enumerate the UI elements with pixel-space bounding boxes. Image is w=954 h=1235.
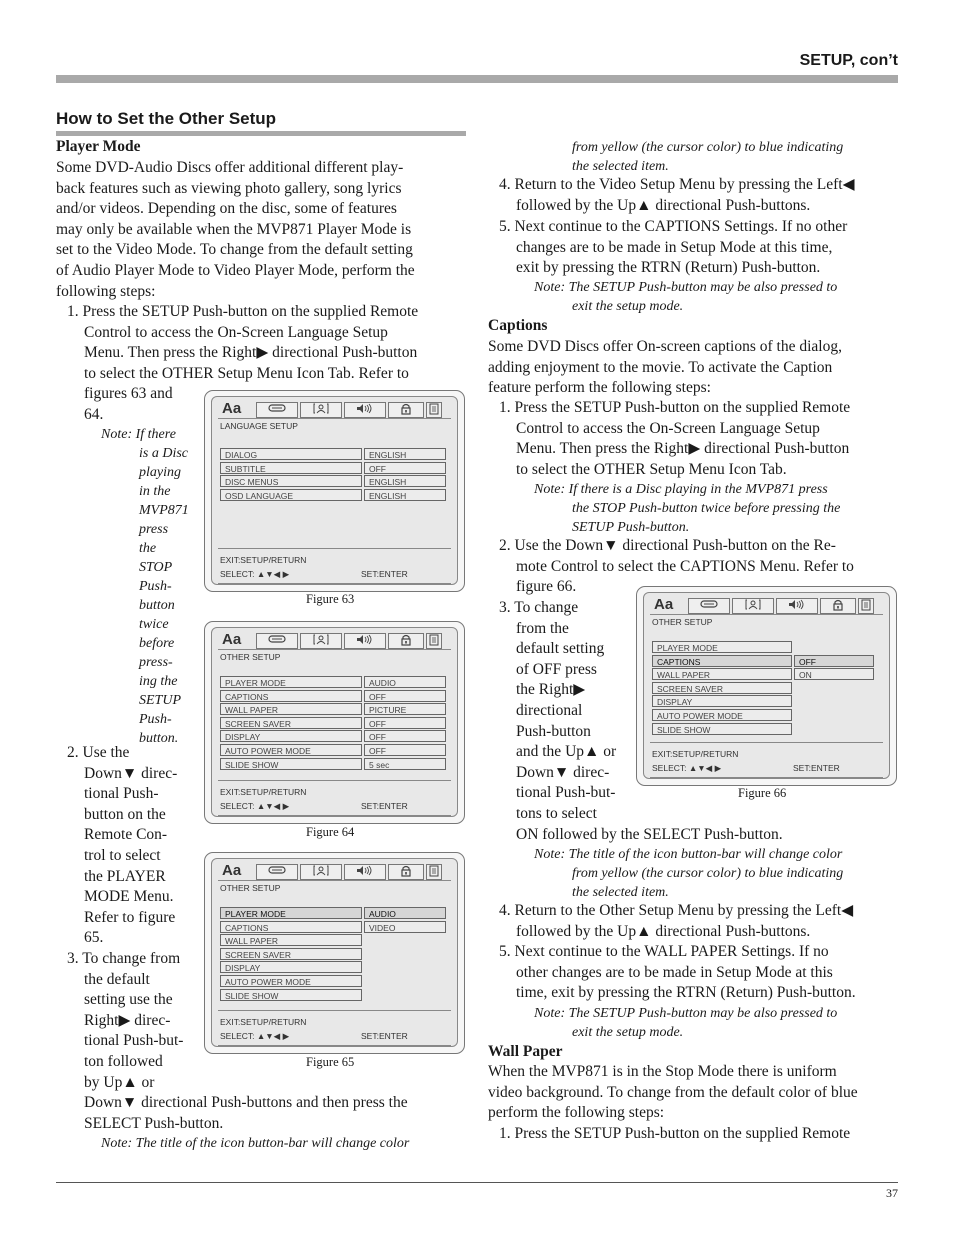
step2-line: the PLAYER bbox=[84, 867, 166, 885]
step2-line: button on the bbox=[84, 805, 166, 823]
step1-line: 64. bbox=[84, 406, 104, 423]
captions-step2-line: 2. Use the Down▼ directional Push-button on the Re- bbox=[499, 537, 836, 554]
osd-option: VIDEO bbox=[364, 921, 446, 933]
subtitle-icon bbox=[688, 598, 730, 614]
note3-cont-line: from yellow (the cursor color) to blue indicating bbox=[572, 140, 844, 155]
captions-step3-line: and the Up▲ or bbox=[516, 743, 617, 761]
note1-line: ing the bbox=[139, 674, 178, 689]
subtitle-icon bbox=[256, 402, 298, 418]
note5-line: Note: The SETUP Push-button may be also pressed to bbox=[534, 280, 838, 295]
osd-tab-bar bbox=[218, 401, 451, 419]
page-header-title: SETUP, con’t bbox=[799, 52, 898, 69]
captions-intro-line: Some DVD Discs offer On-screen captions of the dialog, bbox=[488, 338, 842, 355]
osd-menu-item: WALL PAPER bbox=[220, 934, 362, 946]
note1-line: Push- bbox=[139, 712, 172, 727]
osd-menu-value: OFF bbox=[364, 744, 446, 756]
note1-line: button bbox=[139, 598, 175, 613]
osd-footer-rule bbox=[218, 1045, 451, 1046]
fig63-osd-screen bbox=[204, 390, 465, 592]
captions-step3-line: 3. To change bbox=[499, 599, 579, 616]
osd-menu-item: SCREEN SAVER bbox=[220, 717, 362, 729]
intro-line: of Audio Player Mode to Video Player Mode, perform the bbox=[56, 262, 415, 279]
step2-line: 2. Use the bbox=[67, 744, 130, 761]
osd-display bbox=[211, 858, 458, 1047]
note1-line: before bbox=[139, 636, 175, 651]
captions-note1-line: SETUP Push-button. bbox=[572, 520, 690, 535]
captions-step3-line: ON followed by the SELECT Push-button. bbox=[516, 825, 783, 843]
parental-lock-icon bbox=[388, 633, 424, 649]
captions-heading: Captions bbox=[488, 317, 548, 334]
note1-line: in the bbox=[139, 484, 171, 499]
osd-menu-item: SUBTITLE bbox=[220, 462, 362, 474]
osd-menu-title: OTHER SETUP bbox=[652, 617, 713, 627]
captions-step3-line: Down▼ direc- bbox=[516, 763, 610, 781]
intro-line: may only be available when the MVP871 Player Mode is bbox=[56, 220, 412, 238]
intro-line: Some DVD-Audio Discs offer additional different play- bbox=[56, 159, 404, 176]
step2-line: Remote Con- bbox=[84, 826, 168, 844]
osd-menu-title: LANGUAGE SETUP bbox=[220, 421, 298, 431]
osd-exit-hint: EXIT:SETUP/RETURN bbox=[220, 555, 307, 565]
step2-line: Refer to figure bbox=[84, 908, 176, 926]
osd-menu-item: PLAYER MODE bbox=[652, 641, 792, 653]
captions-note1-line: the STOP Push-button twice before pressing the bbox=[572, 501, 841, 516]
fig66-caption: Figure 66 bbox=[738, 786, 787, 800]
osd-menu-title: OTHER SETUP bbox=[220, 883, 281, 893]
step1-line: Control to access the On-Screen Language Setup bbox=[84, 323, 388, 341]
fig65-osd-screen bbox=[204, 852, 465, 1054]
step3-line: SELECT Push-button. bbox=[84, 1114, 224, 1132]
step4-line: 4. Return to the Video Setup Menu by pressing the Left◀ bbox=[499, 176, 855, 193]
note1-line: button. bbox=[139, 731, 179, 746]
osd-menu-value: ENGLISH bbox=[364, 489, 446, 501]
step1-line: Menu. Then press the Right▶ directional Push-button bbox=[84, 344, 418, 362]
captions-note5-line: exit the setup mode. bbox=[572, 1025, 684, 1040]
osd-set-hint: SET:ENTER bbox=[793, 763, 840, 773]
captions-step2-line: mote Control to select the CAPTIONS Menu. Refer to bbox=[516, 557, 854, 575]
captions-step5-line: 5. Next continue to the WALL PAPER Settings. If no bbox=[499, 943, 829, 960]
intro-line: following steps: bbox=[56, 282, 156, 300]
osd-exit-hint: EXIT:SETUP/RETURN bbox=[220, 1017, 307, 1027]
osd-footer-divider bbox=[650, 742, 883, 743]
wall-intro-line: perform the following steps: bbox=[488, 1104, 665, 1122]
captions-step3-line: tons to select bbox=[516, 805, 597, 822]
section-title: How to Set the Other Setup bbox=[56, 109, 277, 128]
audio-speaker-icon bbox=[776, 598, 818, 614]
step2-line: MODE Menu. bbox=[84, 888, 174, 906]
note1-line: press bbox=[139, 522, 169, 537]
note1-line: twice bbox=[139, 617, 169, 632]
captions-note3-line: from yellow (the cursor color) to blue indicating bbox=[572, 866, 844, 881]
osd-menu-value: ENGLISH bbox=[364, 475, 446, 487]
osd-menu-item: SCREEN SAVER bbox=[652, 682, 792, 694]
note1-line: SETUP bbox=[139, 693, 181, 708]
captions-intro-line: feature perform the following steps: bbox=[488, 379, 711, 397]
step1-line: to select the OTHER Setup Menu Icon Tab. Refer to bbox=[84, 364, 409, 382]
language-tab-aa: Aa bbox=[222, 862, 242, 879]
osd-menu-value: PICTURE bbox=[364, 703, 446, 715]
step1-line: 1. Press the SETUP Push-button on the supplied Remote bbox=[67, 303, 419, 320]
osd-set-hint: SET:ENTER bbox=[361, 801, 408, 811]
osd-select-hint: SELECT: ▲▼◀ ▶ bbox=[220, 801, 290, 811]
other-setup-icon bbox=[426, 402, 442, 418]
audio-speaker-icon bbox=[344, 864, 386, 880]
captions-step5-line: time, exit by pressing the RTRN (Return) Push-button. bbox=[516, 984, 856, 1002]
note1-line: STOP bbox=[139, 560, 173, 575]
captions-step3-line: from the bbox=[516, 619, 569, 637]
osd-menu-title: OTHER SETUP bbox=[220, 652, 281, 662]
osd-menu-item-selected: PLAYER MODE bbox=[220, 907, 362, 919]
osd-select-hint: SELECT: ▲▼◀ ▶ bbox=[220, 569, 290, 579]
captions-note1-line: Note: If there is a Disc playing in the MVP871 press bbox=[534, 482, 828, 497]
captions-step2-line: figure 66. bbox=[516, 578, 577, 596]
osd-menu-value: OFF bbox=[364, 690, 446, 702]
osd-display bbox=[211, 396, 458, 585]
intro-line: set to the Video Mode. To change from the default setting bbox=[56, 241, 413, 259]
osd-menu-item: SLIDE SHOW bbox=[220, 758, 362, 770]
step5-line: changes are to be made in Setup Mode at this time, bbox=[516, 238, 833, 256]
intro-line: and/or videos. Depending on the disc, some of features bbox=[56, 200, 397, 218]
osd-menu-item: PLAYER MODE bbox=[220, 676, 362, 688]
language-tab-aa: Aa bbox=[222, 631, 242, 648]
captions-note3-line: the selected item. bbox=[572, 885, 669, 900]
note1-line: press- bbox=[139, 655, 173, 670]
osd-menu-value: OFF bbox=[364, 717, 446, 729]
fig64-osd-screen bbox=[204, 621, 465, 824]
osd-menu-value: AUDIO bbox=[364, 676, 446, 688]
osd-menu-item-selected: CAPTIONS bbox=[652, 655, 792, 667]
osd-menu-value: OFF bbox=[364, 462, 446, 474]
osd-display bbox=[643, 592, 890, 779]
note3-cont-line: the selected item. bbox=[572, 159, 669, 174]
osd-option: ON bbox=[794, 668, 874, 680]
osd-tab-bar bbox=[650, 597, 883, 615]
captions-step3-line: Push-button bbox=[516, 722, 591, 740]
wall-step1-line: 1. Press the SETUP Push-button on the supplied Remote bbox=[499, 1125, 851, 1142]
parental-lock-icon bbox=[820, 598, 856, 614]
osd-menu-value: OFF bbox=[364, 730, 446, 742]
captions-step4-line: followed by the Up▲ directional Push-buttons. bbox=[516, 922, 811, 940]
osd-exit-hint: EXIT:SETUP/RETURN bbox=[220, 787, 307, 797]
osd-select-hint: SELECT: ▲▼◀ ▶ bbox=[652, 763, 722, 773]
osd-menu-item: DISPLAY bbox=[220, 961, 362, 973]
osd-option-selected: OFF bbox=[794, 655, 874, 667]
osd-menu-item: WALL PAPER bbox=[652, 668, 792, 680]
captions-step5-line: other changes are to be made in Setup Mode at this bbox=[516, 963, 833, 981]
osd-menu-item: WALL PAPER bbox=[220, 703, 362, 715]
captions-step1-line: 1. Press the SETUP Push-button on the supplied Remote bbox=[499, 399, 851, 416]
osd-menu-item: AUTO POWER MODE bbox=[220, 744, 362, 756]
rating-person-icon bbox=[300, 402, 342, 418]
step1-line: figures 63 and bbox=[84, 385, 173, 403]
osd-display bbox=[211, 627, 458, 817]
step2-line: Down▼ direc- bbox=[84, 764, 178, 782]
captions-step3-line: the Right▶ bbox=[516, 681, 586, 699]
audio-speaker-icon bbox=[344, 402, 386, 418]
osd-menu-item: DISC MENUS bbox=[220, 475, 362, 487]
audio-speaker-icon bbox=[344, 633, 386, 649]
step2-line: tional Push- bbox=[84, 785, 159, 803]
subtitle-icon bbox=[256, 864, 298, 880]
step3-line: 3. To change from bbox=[67, 950, 181, 967]
wall-intro-line: video background. To change from the default color of blue bbox=[488, 1083, 858, 1101]
osd-footer-divider bbox=[218, 780, 451, 781]
language-tab-aa: Aa bbox=[222, 400, 242, 417]
section-rule bbox=[56, 131, 466, 136]
osd-option-selected: AUDIO bbox=[364, 907, 446, 919]
osd-menu-item: SCREEN SAVER bbox=[220, 948, 362, 960]
note1-line: is a Disc bbox=[139, 446, 188, 461]
step2-line: trol to select bbox=[84, 847, 161, 864]
captions-step3-line: directional bbox=[516, 702, 583, 719]
fig64-caption: Figure 64 bbox=[306, 825, 355, 839]
osd-menu-item: CAPTIONS bbox=[220, 690, 362, 702]
osd-menu-item: AUTO POWER MODE bbox=[652, 709, 792, 721]
step3-line: tional Push-but- bbox=[84, 1032, 184, 1050]
other-setup-icon bbox=[426, 864, 442, 880]
osd-menu-item: OSD LANGUAGE bbox=[220, 489, 362, 501]
note1-line: the bbox=[139, 541, 157, 556]
osd-footer-rule bbox=[218, 583, 451, 584]
step4-line: followed by the Up▲ directional Push-buttons. bbox=[516, 196, 811, 214]
osd-menu-value: 5 sec bbox=[364, 758, 446, 770]
osd-menu-value: ENGLISH bbox=[364, 448, 446, 460]
captions-step3-line: default setting bbox=[516, 640, 605, 658]
osd-footer-divider bbox=[218, 1010, 451, 1011]
parental-lock-icon bbox=[388, 402, 424, 418]
fig65-caption: Figure 65 bbox=[306, 1055, 355, 1069]
step3-line: by Up▲ or bbox=[84, 1073, 155, 1091]
osd-footer-divider bbox=[218, 548, 451, 549]
intro-line: back features such as viewing photo gallery, song lyrics bbox=[56, 179, 402, 197]
other-setup-icon bbox=[426, 633, 442, 649]
step2-line: 65. bbox=[84, 929, 104, 947]
rating-person-icon bbox=[300, 864, 342, 880]
osd-menu-item: SLIDE SHOW bbox=[220, 989, 362, 1001]
fig63-caption: Figure 63 bbox=[306, 592, 355, 606]
osd-exit-hint: EXIT:SETUP/RETURN bbox=[652, 749, 739, 759]
osd-menu-item: DIALOG bbox=[220, 448, 362, 460]
other-setup-icon bbox=[858, 598, 874, 614]
note1-line: playing bbox=[139, 465, 181, 480]
wall-paper-heading: Wall Paper bbox=[488, 1043, 563, 1060]
note5-line: exit the setup mode. bbox=[572, 299, 684, 314]
osd-menu-item: DISPLAY bbox=[220, 730, 362, 742]
step3-line: the default bbox=[84, 970, 150, 988]
osd-footer-rule bbox=[218, 815, 451, 816]
osd-set-hint: SET:ENTER bbox=[361, 569, 408, 579]
step3-line: setting use the bbox=[84, 991, 173, 1009]
note1-line: Note: If there bbox=[101, 427, 176, 442]
subtitle-icon bbox=[256, 633, 298, 649]
osd-tab-bar bbox=[218, 863, 451, 881]
captions-step3-line: of OFF press bbox=[516, 660, 597, 678]
osd-menu-item: CAPTIONS bbox=[220, 921, 362, 933]
osd-tab-bar bbox=[218, 632, 451, 650]
note3-line: Note: The title of the icon button-bar will change color bbox=[101, 1136, 410, 1151]
captions-step1-line: Menu. Then press the Right▶ directional Push-button bbox=[516, 440, 850, 458]
captions-step1-line: to select the OTHER Setup Menu Icon Tab. bbox=[516, 460, 787, 478]
header-rule bbox=[56, 75, 898, 83]
note1-line: Push- bbox=[139, 579, 172, 594]
captions-intro-line: adding enjoyment to the movie. To activate the Caption bbox=[488, 358, 833, 376]
captions-note3-line: Note: The title of the icon button-bar will change color bbox=[534, 847, 843, 862]
osd-select-hint: SELECT: ▲▼◀ ▶ bbox=[220, 1031, 290, 1041]
osd-menu-item: SLIDE SHOW bbox=[652, 723, 792, 735]
player-mode-heading: Player Mode bbox=[56, 138, 141, 155]
step3-line: ton followed bbox=[84, 1053, 163, 1070]
osd-menu-item: AUTO POWER MODE bbox=[220, 975, 362, 987]
captions-step4-line: 4. Return to the Other Setup Menu by pressing the Left◀ bbox=[499, 902, 854, 919]
fig66-osd-screen bbox=[636, 586, 897, 786]
captions-step3-line: tional Push-but- bbox=[516, 784, 616, 802]
step5-line: exit by pressing the RTRN (Return) Push-button. bbox=[516, 259, 821, 277]
step5-line: 5. Next continue to the CAPTIONS Settings. If no other bbox=[499, 218, 848, 235]
parental-lock-icon bbox=[388, 864, 424, 880]
rating-person-icon bbox=[300, 633, 342, 649]
rating-person-icon bbox=[732, 598, 774, 614]
language-tab-aa: Aa bbox=[654, 596, 674, 613]
wall-intro-line: When the MVP871 is in the Stop Mode there is uniform bbox=[488, 1063, 837, 1080]
footer-rule bbox=[56, 1182, 898, 1183]
captions-note5-line: Note: The SETUP Push-button may be also pressed to bbox=[534, 1006, 838, 1021]
step3-line: Down▼ directional Push-buttons and then press the bbox=[84, 1094, 408, 1112]
osd-menu-item: DISPLAY bbox=[652, 695, 792, 707]
page-number: 37 bbox=[886, 1186, 898, 1200]
captions-step1-line: Control to access the On-Screen Language Setup bbox=[516, 419, 820, 437]
step3-line: Right▶ direc- bbox=[84, 1011, 171, 1029]
note1-line: MVP871 bbox=[139, 503, 189, 518]
osd-footer-rule bbox=[650, 777, 883, 778]
osd-set-hint: SET:ENTER bbox=[361, 1031, 408, 1041]
